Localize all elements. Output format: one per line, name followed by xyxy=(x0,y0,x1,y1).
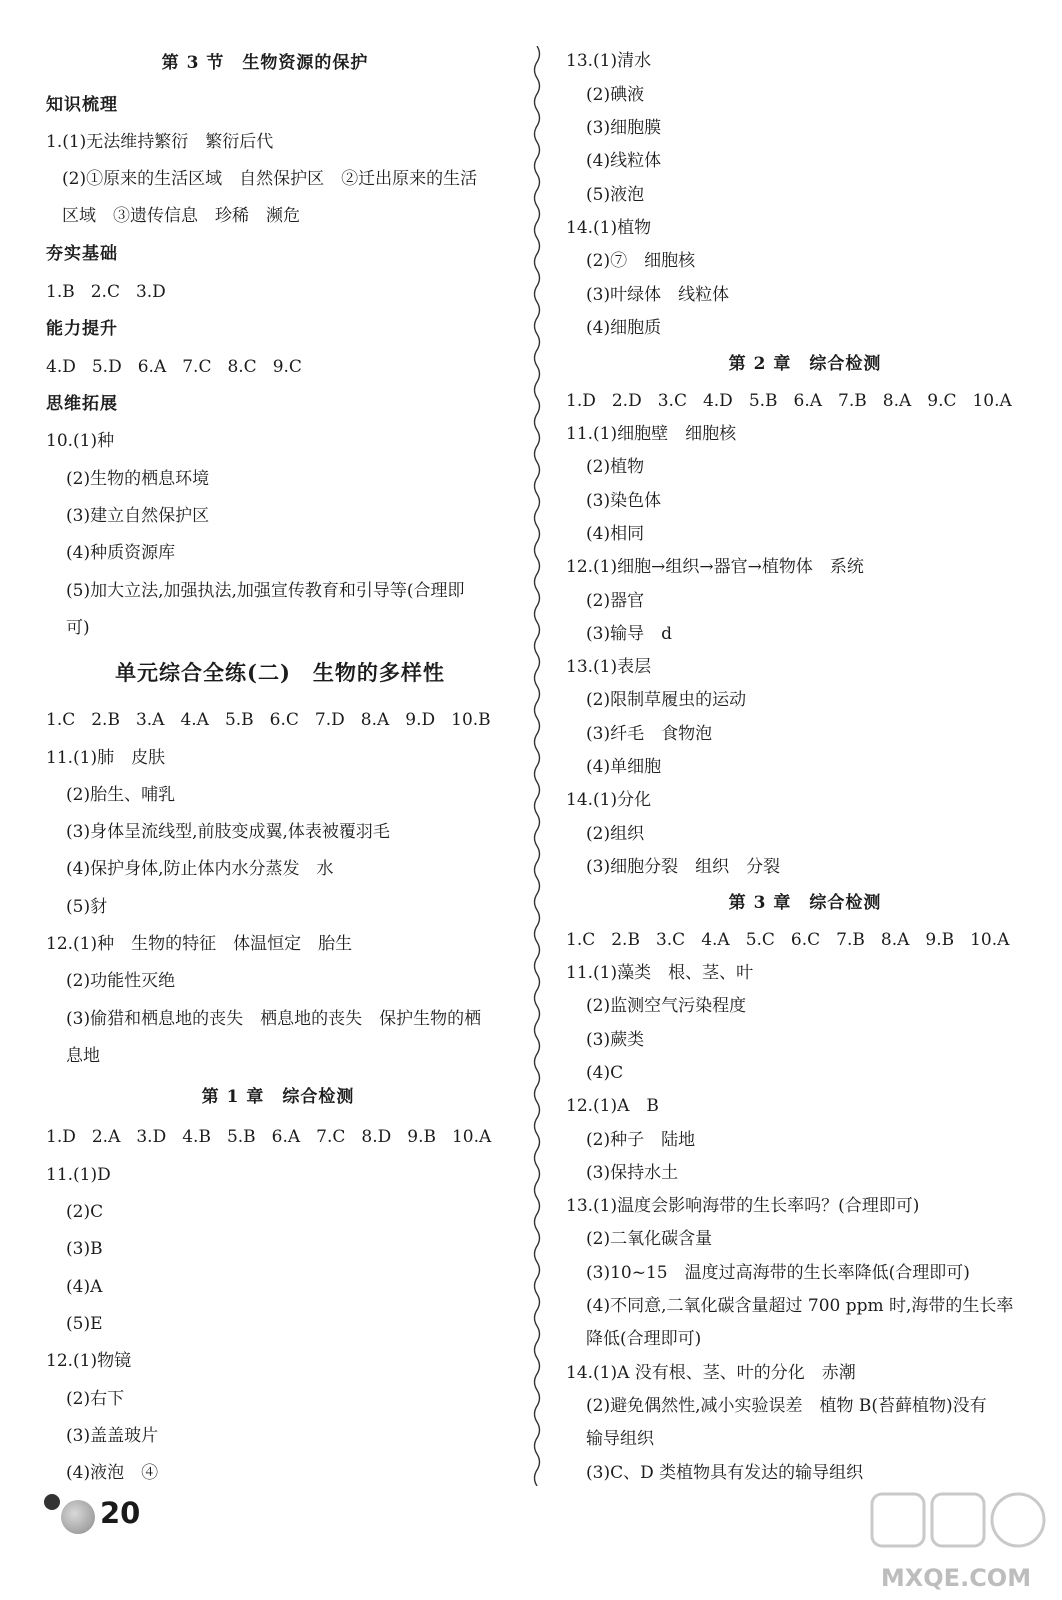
answer-item: 2.A xyxy=(91,1127,121,1147)
answer-line: 14.(1)A 没有根、茎、叶的分化 赤潮 xyxy=(566,1363,856,1383)
answer-item: 4.D xyxy=(702,391,733,411)
chapter3-title: 第 3 章 综合检测 xyxy=(728,893,882,913)
answer-line: (4)细胞质 xyxy=(586,318,662,338)
answer-item: 3.C xyxy=(657,391,687,411)
answer-item: 5.B xyxy=(224,710,254,730)
answer-line: (4)A xyxy=(66,1277,103,1297)
answer-item: 7.B xyxy=(836,930,865,950)
answer-row xyxy=(566,929,1009,951)
answer-line: 13.(1)清水 xyxy=(566,51,652,71)
answer-line: (2)胎生、哺乳 xyxy=(66,785,176,805)
answer-line: 10.(1)种 xyxy=(46,431,115,451)
answer-item: 8.C xyxy=(227,357,257,377)
answer-line: (3)输导 d xyxy=(586,624,672,644)
answer-item: 8.A xyxy=(360,710,390,730)
answer-line: (3)细胞膜 xyxy=(586,118,662,138)
section-title: 第 3 节 生物资源的保护 xyxy=(161,53,369,73)
heading-nengli: 能力提升 xyxy=(46,319,118,339)
answer-item: 2.C xyxy=(90,282,120,302)
answer-item: 2.B xyxy=(611,930,640,950)
answer-item: 9.B xyxy=(925,930,955,950)
answer-item: 4.A xyxy=(180,710,209,730)
answer-item: 10.A xyxy=(451,1127,492,1147)
answer-line: 13.(1)表层 xyxy=(566,657,652,677)
page-number: 20 xyxy=(100,1496,141,1530)
answer-item: 6.A xyxy=(271,1127,301,1147)
answer-line: 息地 xyxy=(66,1046,100,1066)
answer-line: 11.(1)D xyxy=(46,1165,111,1185)
answer-line: (5)E xyxy=(66,1314,103,1334)
answer-item: 2.D xyxy=(611,391,642,411)
answer-line: 区域 ③遗传信息 珍稀 濒危 xyxy=(62,206,300,226)
answer-line: (2)限制草履虫的运动 xyxy=(586,690,747,710)
answer-line: (3)建立自然保护区 xyxy=(66,506,210,526)
answer-line: 11.(1)藻类 根、茎、叶 xyxy=(566,963,754,983)
answer-line: 12.(1)细胞→组织→器官→植物体 系统 xyxy=(566,557,864,577)
answer-line: (2)二氧化碳含量 xyxy=(586,1229,713,1249)
answer-item: 4.A xyxy=(701,930,730,950)
answer-line: (2)组织 xyxy=(586,824,645,844)
answer-item: 4.B xyxy=(182,1127,211,1147)
answer-line: 输导组织 xyxy=(586,1429,654,1449)
answer-line: (2)①原来的生活区域 自然保护区 ②迁出原来的生活 xyxy=(62,169,478,189)
answer-item: 8.D xyxy=(361,1127,392,1147)
answer-line: (3)纤毛 食物泡 xyxy=(586,724,713,744)
answer-line: (5)加大立法,加强执法,加强宣传教育和引导等(合理即 xyxy=(66,581,465,601)
answer-line: (3)保持水土 xyxy=(586,1163,679,1183)
answer-line: (3)B xyxy=(66,1239,103,1259)
answer-line: 11.(1)肺 皮肤 xyxy=(46,748,166,768)
answer-line: (2)植物 xyxy=(586,457,645,477)
answer-item: 3.D xyxy=(136,1127,167,1147)
answer-item: 1.D xyxy=(46,1127,76,1147)
answer-item: 1.B xyxy=(46,282,75,302)
answer-item: 9.B xyxy=(407,1127,436,1147)
answer-line: 11.(1)细胞壁 细胞核 xyxy=(566,424,737,444)
answer-item: 1.C xyxy=(46,710,76,730)
answer-line: (3)10~15 温度过高海带的生长率降低(合理即可) xyxy=(586,1263,970,1283)
answer-item: 2.B xyxy=(91,710,120,730)
answer-line: 1.(1)无法维持繁衍 繁衍后代 xyxy=(46,132,274,152)
chapter2-title: 第 2 章 综合检测 xyxy=(728,354,882,374)
unit-title: 单元综合全练(二) 生物的多样性 xyxy=(115,660,445,685)
answer-row xyxy=(46,1126,491,1148)
answer-line: 14.(1)植物 xyxy=(566,218,652,238)
answer-item: 9.C xyxy=(272,357,302,377)
answer-row xyxy=(46,281,166,303)
answer-item: 3.C xyxy=(655,930,686,950)
answer-line: (2)种子 陆地 xyxy=(586,1130,696,1150)
watermark-text: MXQE.COM xyxy=(880,1564,1032,1592)
answer-item: 6.A xyxy=(137,357,167,377)
answer-item: 1.C xyxy=(566,930,596,950)
answer-line: (3)细胞分裂 组织 分裂 xyxy=(586,857,781,877)
answer-line: (2)C xyxy=(66,1202,104,1222)
answer-item: 6.C xyxy=(269,710,299,730)
answer-item: 4.D xyxy=(46,357,76,377)
answer-item: 7.B xyxy=(838,391,867,411)
heading-hangshi: 夯实基础 xyxy=(46,244,118,264)
answer-item: 3.A xyxy=(135,710,165,730)
answer-line: 12.(1)A B xyxy=(566,1096,659,1116)
answer-item: 8.A xyxy=(880,930,910,950)
heading-siwei: 思维拓展 xyxy=(46,394,118,414)
answer-line: (4)不同意,二氧化碳含量超过 700 ppm 时,海带的生长率 xyxy=(586,1296,1014,1316)
answer-item: 5.C xyxy=(745,930,775,950)
answer-line: (2)器官 xyxy=(586,591,645,611)
answer-row xyxy=(46,709,491,731)
page-dot-icon xyxy=(44,1494,60,1510)
answer-line: (2)功能性灭绝 xyxy=(66,971,176,991)
answer-line: (5)液泡 xyxy=(586,185,645,205)
answer-item: 5.B xyxy=(748,391,778,411)
answer-line: (3)偷猎和栖息地的丧失 栖息地的丧失 保护生物的栖 xyxy=(66,1009,482,1029)
answer-line: (3)C、D 类植物具有发达的输导组织 xyxy=(586,1463,864,1483)
answer-item: 7.C xyxy=(182,357,212,377)
answer-line: (4)C xyxy=(586,1063,624,1083)
answer-line: (4)液泡 ④ xyxy=(66,1463,159,1483)
answer-line: (5)豺 xyxy=(66,897,108,917)
answer-line: (3)叶绿体 线粒体 xyxy=(586,285,730,305)
answer-row xyxy=(566,390,1012,412)
page-badge-icon xyxy=(61,1500,95,1534)
watermark-logo xyxy=(858,1486,1054,1596)
answer-item: 1.D xyxy=(566,391,596,411)
column-divider xyxy=(530,46,544,1486)
answer-line: (4)单细胞 xyxy=(586,757,662,777)
answer-item: 9.C xyxy=(927,391,957,411)
answer-line: (2)碘液 xyxy=(586,85,645,105)
heading-zhishi: 知识梳理 xyxy=(46,95,118,115)
answer-item: 6.C xyxy=(790,930,821,950)
answer-item: 10.B xyxy=(451,710,491,730)
chapter1-title: 第 1 章 综合检测 xyxy=(201,1087,355,1107)
answer-item: 7.D xyxy=(314,710,345,730)
answer-item: 7.C xyxy=(316,1127,346,1147)
answer-line: (4)线粒体 xyxy=(586,151,662,171)
answer-line: (4)种质资源库 xyxy=(66,543,176,563)
answer-line: (2)右下 xyxy=(66,1389,125,1409)
answer-line: 12.(1)物镜 xyxy=(46,1351,132,1371)
answer-item: 10.A xyxy=(970,930,1010,950)
answer-row xyxy=(46,356,302,378)
answer-line: 14.(1)分化 xyxy=(566,790,652,810)
answer-line: (3)身体呈流线型,前肢变成翼,体表被覆羽毛 xyxy=(66,822,390,842)
answer-line: (2)避免偶然性,减小实验误差 植物 B(苔藓植物)没有 xyxy=(586,1396,987,1416)
answer-line: (3)蕨类 xyxy=(586,1030,645,1050)
answer-line: (2)⑦ 细胞核 xyxy=(586,251,696,271)
answer-line: (3)染色体 xyxy=(586,491,662,511)
answer-item: 10.A xyxy=(972,391,1012,411)
answer-line: (3)盖盖玻片 xyxy=(66,1426,159,1446)
answer-line: (2)监测空气污染程度 xyxy=(586,996,747,1016)
answer-item: 5.D xyxy=(91,357,122,377)
answer-line: 可) xyxy=(66,618,90,638)
answer-item: 5.B xyxy=(226,1127,256,1147)
answer-line: (4)保护身体,防止体内水分蒸发 水 xyxy=(66,859,334,879)
answer-line: 降低(合理即可) xyxy=(586,1329,702,1349)
answer-item: 3.D xyxy=(135,282,166,302)
answer-line: (4)相同 xyxy=(586,524,645,544)
answer-item: 8.A xyxy=(882,391,912,411)
answer-line: (2)生物的栖息环境 xyxy=(66,469,210,489)
answer-line: 12.(1)种 生物的特征 体温恒定 胎生 xyxy=(46,934,353,954)
answer-line: 13.(1)温度会影响海带的生长率吗？(合理即可) xyxy=(566,1196,920,1216)
answer-item: 6.A xyxy=(793,391,823,411)
answer-item: 9.D xyxy=(405,710,436,730)
